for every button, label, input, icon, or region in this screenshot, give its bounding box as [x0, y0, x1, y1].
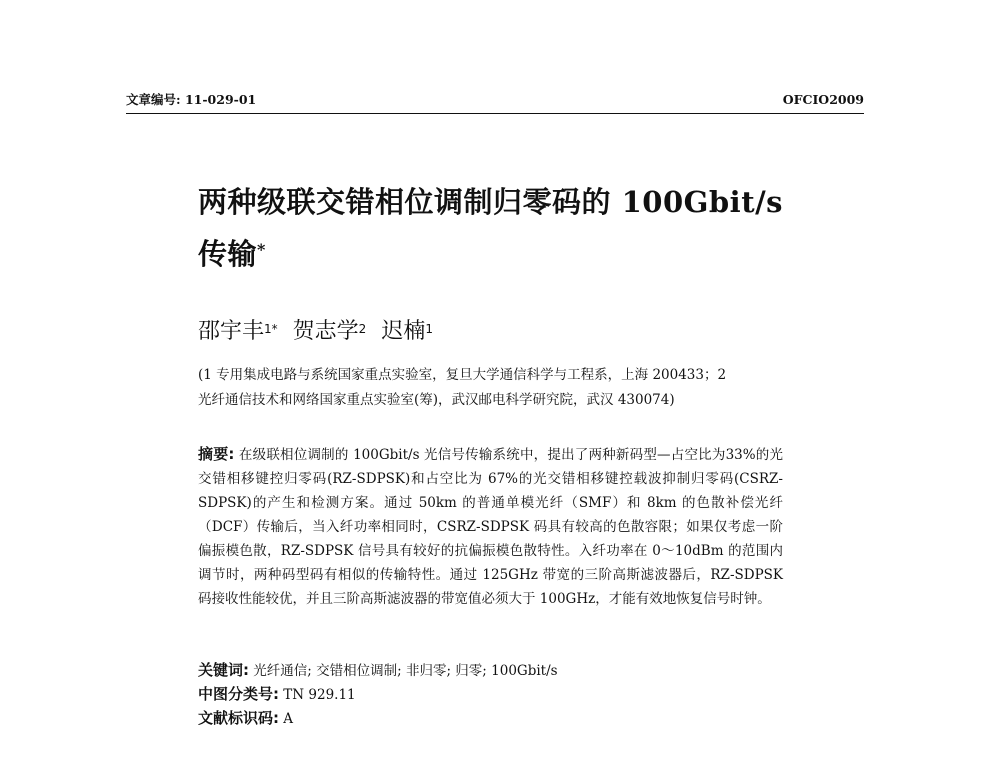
document-code-text: A: [279, 711, 294, 727]
author-1: [198, 319, 278, 344]
title-line-1: 两种级联交错相位调制归零码的 100Gbit/s: [198, 185, 784, 219]
author-affil-mark: 1*: [264, 322, 278, 336]
title-line-2-text: 传输: [198, 237, 258, 271]
affiliation-line-2: 光纤通信技术和网络国家重点实验室(筹)，武汉邮电科学研究院，武汉 430074): [198, 392, 675, 408]
article-number-value: 11-029-01: [180, 92, 257, 107]
conference-code: OFCIO2009: [782, 92, 864, 107]
title-footnote-mark: *: [257, 240, 266, 259]
keywords-label: 关键词:: [198, 661, 249, 679]
abstract-text: 在级联相位调制的 100Gbit/s 光信号传输系统中，提出了两种新码型—占空比为33%的光交错相移键控归零码(RZ-SDPSK)和占空比为 67%的光交错相移键控载波抑制归零码(CSRZ-SDPSK)的产生和检测方案。通过 50km 的普通单模光纤（SMF）和 8km 的色散补偿光纤（DCF）传输后，当入纤功率相同时，CSRZ-SDPSK 码具有较高的色散容限；如果仅考虑一阶偏振模色散，RZ-SDPSK 信号具有较好的抗偏振模色散特性。入纤功率在 0～10dBm 的范围内调节时，两种码型码有相似的传输特性。通过 125GHz 带宽的三阶高斯滤波器后，RZ-SDPSK 码接收性能较优，并且三阶高斯滤波器的带宽值必须大于 100GHz，才能有效地恢复信号时钟。: [198, 447, 783, 607]
header-rule: [126, 113, 864, 114]
author-2: [293, 319, 367, 344]
document-code: [198, 706, 798, 731]
article-number: [126, 93, 256, 107]
paper-title: [198, 176, 818, 280]
keywords-text: 光纤通信; 交错相位调制; 非归零; 归零; 100Gbit/s: [249, 663, 558, 679]
author-affil-mark: 2: [358, 322, 367, 336]
affiliations: [198, 363, 798, 413]
article-number-label: 文章编号:: [126, 92, 181, 107]
document-code-label: 文献标识码:: [198, 709, 279, 727]
abstract: [198, 442, 783, 611]
classification-number: [198, 682, 798, 707]
classification-label: 中图分类号:: [198, 685, 279, 703]
classification-text: TN 929.11: [279, 687, 356, 703]
title-line-2: [198, 228, 818, 280]
abstract-label: 摘要:: [198, 445, 235, 463]
affiliation-line-1: (1 专用集成电路与系统国家重点实验室，复旦大学通信科学与工程系，上海 200433；2: [198, 367, 727, 383]
keywords: [198, 658, 798, 683]
author-3: [381, 319, 433, 344]
author-name: 迟楠: [381, 319, 426, 344]
author-affil-mark: 1: [425, 322, 433, 336]
author-name: 邵宇丰: [198, 319, 265, 344]
author-name: 贺志学: [292, 319, 359, 344]
author-list: [198, 318, 441, 346]
